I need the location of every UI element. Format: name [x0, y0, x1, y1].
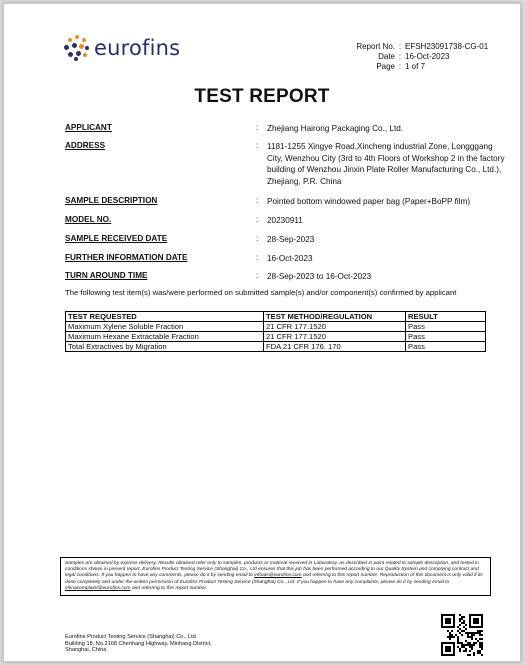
page-number-value: 1 of 7 [405, 62, 426, 71]
table-cell: FDA 21 CFR 176. 170 [264, 342, 406, 352]
footer-street: Building 18, No.2168 Chenhang Highway, Minhang District, [65, 640, 212, 647]
page-number-row: Page : 1 of 7 [347, 62, 488, 72]
disclaimer-box [60, 557, 491, 596]
test-results-table [65, 311, 486, 352]
further-information-date-value: 16-Oct-2023 [267, 254, 313, 263]
table-cell: Total Extractives by Migration [66, 342, 264, 352]
report-number-label: Report No. [356, 42, 395, 51]
applicant-label: APPLICANT [65, 123, 112, 132]
table-row [66, 342, 486, 352]
eurofins-logo [64, 35, 180, 61]
table-cell: Pass [406, 342, 486, 352]
column-header: TEST REQUESTED [66, 312, 264, 322]
report-date-value: 16-Oct-2023 [405, 52, 450, 61]
disclaimer-text: and referring to this report number. [130, 585, 208, 591]
report-page: eurofins Report No. : EFSH23091738-CG-01 Date : 16-Oct-2023 Page : 1 of 7 TEST REPORT APPLICANT : Zhejiang Hairong Packaging Co., Ltd. ADDRESS : 1181-1255 Xingye Road,Xincheng industrial Zone, Longggang City, Wenzhou City (3rd to 4th Floors of Workshop 2 in the factory building of Wenzhou Jinxin Plate Roller Manufacturing Co., Ltd.), Zhejiang, P.R. China SAMPLE DESCRIPTION : Pointed bottom windowed paper bag (Paper+BoPP film) MODEL NO. : 20230911 SAMPLE RECEIVED DATE : 28-Sep-2023 FURTHER INFORMATION DATE : 16-Oct-2023 TURN AROUND TIME : 28-Sep-2023 to 16-Oct-2023 The following test item(s) was/were performed on submitted sample(s) and/or component(s) confirmed by applicant TEST REQUESTED TEST METHOD/REGULATION RESULT Maximum Xylene Soluble Fraction 21 CFR 177.1520 Pass Maximum Hexane Extractable Fraction 21 CFR 177.1520 Pass Total Extractives by Migration FDA 21 CFR 176. 170 Pass Samples are obtained by express delivery, Results obtained refer only to samples, products or material received in Laboratory, as described in point related to sample description, and tested in conditions shown in present report. Eurofins Product Testing Service (Shanghai) Co., Ltd ensures that this job has been performed according to our Quality System and complying contract and legal conditions. If you happen to have any comments, please do it by sending email to infoats@eurofins.com and referring to this report number. Reproduction of this document is only valid if its done completely and under the written permission of Eurofins Product Testing Service (Shanghai) Co., Ltd. If you happen to have any complaints, please do it by sending email to chinacomplaint@eurofins.com and referring to this report number. Eurofins Product Testing Service (Shanghai) Co., Ltd Building 18, No.2168 Chenhang Highway, Minhang District, Shanghai, China [3, 3, 521, 662]
info-email-link[interactable]: infoats@eurofins.com [254, 573, 302, 579]
table-cell: Maximum Xylene Soluble Fraction [66, 322, 264, 332]
further-information-date-label: FURTHER INFORMATION DATE [65, 253, 188, 262]
report-date-label: Date [378, 52, 395, 61]
report-number-row: Report No. : EFSH23091738-CG-01 [347, 42, 488, 52]
complaint-email-link[interactable]: chinacomplaint@eurofins.com [65, 585, 131, 591]
footer-city: Shanghai, China [65, 647, 107, 654]
intro-text: The following test item(s) was/were performed on submitted sample(s) and/or component(s) confirmed by applicant [65, 288, 457, 297]
footer-address [65, 634, 212, 654]
eurofins-dots-icon [64, 35, 90, 61]
column-header: TEST METHOD/REGULATION [264, 312, 406, 322]
table-cell: Maximum Hexane Extractable Fraction [66, 332, 264, 342]
model-no-label: MODEL NO. [65, 215, 112, 224]
report-meta [347, 42, 488, 72]
page-number-label: Page [376, 62, 395, 71]
model-no-value: 20230911 [267, 216, 303, 225]
address-value: 1181-1255 Xingye Road,Xincheng industrial Zone, Longggang City, Wenzhou City (3rd to 4th Floors of Workshop 2 in the factory building of Wenzhou Jinxin Plate Roller Manufacturing Co., Ltd.), Zhejiang, P.R. China [267, 142, 505, 186]
table-row [66, 332, 486, 342]
table-header-row [66, 312, 486, 322]
column-header: RESULT [406, 312, 486, 322]
table-cell: 21 CFR 177.1520 [264, 332, 406, 342]
turn-around-time-label: TURN AROUND TIME [65, 271, 148, 280]
report-number-value: EFSH23091738-CG-01 [405, 42, 489, 51]
disclaimer-text: Samples are obtained by express delivery, Results obtained refer only to samples, products or material received in Laboratory, as described in point related to sample description, and tested in conditions shown in present report. Eurofins Product Testing Service (Shanghai) Co., Ltd ensures that this job has been performed according to our Quality System and complying contract and legal conditions. If you happen to have any comments, please do it by sending email to [65, 561, 479, 579]
table-row [66, 322, 486, 332]
table-cell: Pass [406, 322, 486, 332]
sample-received-date-value: 28-Sep-2023 [267, 235, 315, 244]
sample-description-label: SAMPLE DESCRIPTION [65, 196, 158, 205]
report-title: TEST REPORT [194, 86, 330, 107]
disclaimer-text: and referring to this report number. Reproduction of this document is only valid if its done completely and under the written permission of Eurofins Product Testing Service (Shanghai) Co., Ltd. If you happen to have any complaints, please do it by sending email to [65, 573, 483, 585]
sample-received-date-label: SAMPLE RECEIVED DATE [65, 234, 168, 243]
report-date-row: Date : 16-Oct-2023 [347, 52, 488, 62]
sample-description-value: Pointed bottom windowed paper bag (Paper+BoPP film) [267, 197, 471, 206]
table-cell: Pass [406, 332, 486, 342]
table-cell: 21 CFR 177.1520 [264, 322, 406, 332]
applicant-value: Zhejiang Hairong Packaging Co., Ltd. [267, 124, 404, 133]
footer-company: Eurofins Product Testing Service (Shanghai) Co., Ltd [65, 634, 196, 640]
turn-around-time-value: 28-Sep-2023 to 16-Oct-2023 [267, 272, 372, 281]
address-label: ADDRESS [65, 141, 106, 150]
brand-name: eurofins [94, 36, 181, 60]
qr-code-icon [441, 614, 483, 656]
